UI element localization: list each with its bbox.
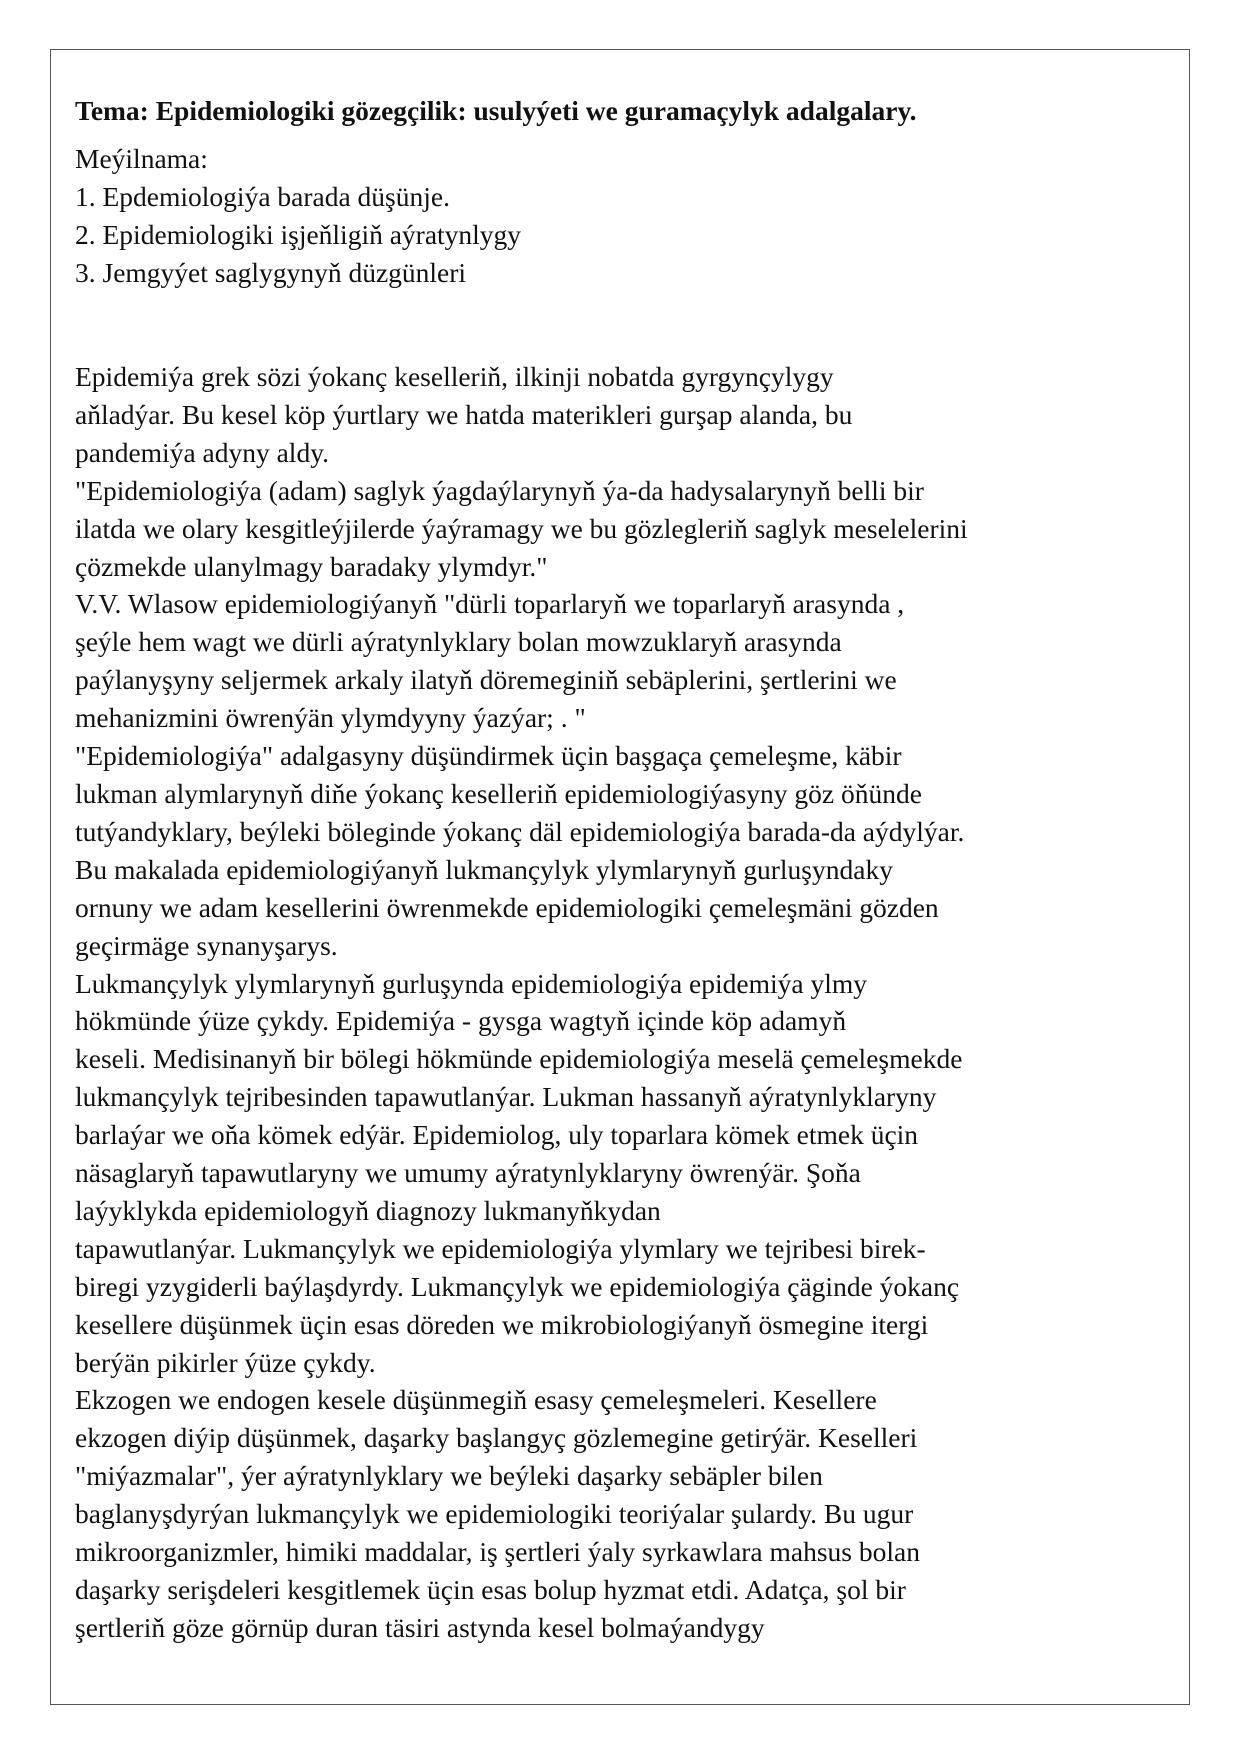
body-line: "miýazmalar", ýer aýratynlyklary we beýleki daşarky sebäpler bilen — [75, 1460, 823, 1492]
body-line: ekzogen diýip düşünmek, daşarky başlangyç gözlemegine getirýär. Keselleri — [75, 1422, 918, 1454]
body-line: tutýandyklary, beýleki böleginde ýokanç däl epidemiologiýa barada-da aýdylýar. — [75, 815, 965, 847]
body-line: baglanyşdyrýan lukmançylyk we epidemiologiki teoriýalar şulardy. Bu ugur — [75, 1498, 914, 1530]
body-line: şeýle hem wagt we dürli aýratynlyklary bolan mowzuklaryň arasynda — [75, 626, 842, 658]
body-line: laýyklykda epidemiologyň diagnozy lukmanyňkydan — [75, 1194, 661, 1226]
body-line: Bu makalada epidemiologiýanyň lukmançylyk ylymlarynyň gurluşyndaky — [75, 853, 893, 885]
body-line: lukmançylyk tejribesinden tapawutlanýar. Lukman hassanyň aýratynlyklaryny — [75, 1081, 937, 1113]
body-line: hökmünde ýüze çykdy. Epidemiýa - gysga wagtyň içinde köp adamyň — [75, 1005, 847, 1037]
body-line: daşarky serişdeleri kesgitlemek üçin esas bolup hyzmat etdi. Adatça, şol bir — [75, 1574, 906, 1605]
body-line: berýän pikirler ýüze çykdy. — [75, 1346, 376, 1378]
body-line: keseli. Medisinanyň bir bölegi hökmünde epidemiologiýa meselä çemeleşmekde — [75, 1043, 963, 1075]
body-line: barlaýar we oňa kömek edýär. Epidemiolog, uly toparlara kömek etmek üçin — [75, 1119, 919, 1151]
body-line: aňladýar. Bu kesel köp ýurtlary we hatda materikleri gurşap alanda, bu — [75, 398, 853, 430]
body-line: tapawutlanýar. Lukmançylyk we epidemiologiýa ylymlary we tejribesi birek- — [75, 1232, 926, 1264]
body-line: "Epidemiologiýa (adam) saglyk ýagdaýlarynyň ýa-da hadysalarynyň belli bir — [75, 474, 924, 506]
body-line: ornuny we adam kesellerini öwrenmekde epidemiologiki çemeleşmäni gözden — [75, 891, 939, 923]
body-line: Ekzogen we endogen kesele düşünmegiň esasy çemeleşmeleri. Kesellere — [75, 1384, 877, 1416]
body-line: biregi yzygiderli baýlaşdyrdy. Lukmançylyk we epidemiologiýa çäginde ýokanç — [75, 1270, 960, 1302]
plan-item: 2. Epidemiologiki işjeňligiň aýratynlygy — [75, 219, 522, 250]
body-line: kesellere düşünmek üçin esas döreden we mikrobiologiýanyň ösmegine itergi — [75, 1308, 929, 1340]
body-line: mehanizmini öwrenýän ylymdyyny ýazýar; . " — [75, 702, 586, 734]
body-line: şertleriň göze görnüp duran täsiri astynda kesel bolmaýandygy — [75, 1611, 765, 1643]
body-text — [75, 358, 1175, 1647]
body-line: Lukmançylyk ylymlarynyň gurluşynda epidemiologiýa epidemiýa ylmy — [75, 967, 867, 999]
body-line: näsaglaryň tapawutlaryny we umumy aýratynlyklaryny öwrenýär. Şoňa — [75, 1157, 861, 1189]
body-line: pandemiýa adyny aldy. — [75, 436, 330, 468]
plan-item: 3. Jemgyýet saglygynyň düzgünleri — [75, 257, 467, 288]
plan-item: 1. Epdemiologiýa barada düşünje. — [75, 181, 450, 212]
body-line: "Epidemiologiýa" adalgasyny düşündirmek üçin başgaça çemeleşme, käbir — [75, 740, 902, 772]
plan-heading: Meýilnama: — [75, 143, 208, 174]
document-content — [75, 92, 1175, 1647]
body-line: çözmekde ulanylmagy baradaky ylymdyr." — [75, 550, 548, 582]
section-gap — [75, 292, 1175, 358]
body-line: ilatda we olary kesgitleýjilerde ýaýramagy we bu gözlegleriň saglyk meselelerini — [75, 512, 968, 544]
body-line: Epidemiýa grek sözi ýokanç keselleriň, ilkinji nobatda gyrgynçylygy — [75, 361, 834, 392]
plan-section — [75, 140, 1175, 292]
document-title: Tema: Epidemiologiki gözegçilik: usulyýeti we guramaçylyk adalgalary. — [75, 95, 917, 126]
body-line: V.V. Wlasow epidemiologiýanyň "dürli toparlaryň we toparlaryň arasynda , — [75, 588, 905, 620]
body-line: paýlanyşyny seljermek arkaly ilatyň döremeginiň sebäplerini, şertlerini we — [75, 664, 897, 696]
body-line: lukman alymlarynyň diňe ýokanç keselleriň epidemiologiýasyny göz öňünde — [75, 777, 922, 809]
body-line: mikroorganizmler, himiki maddalar, iş şertleri ýaly syrkawlara mahsus bolan — [75, 1536, 920, 1568]
body-line: geçirmäge synanyşarys. — [75, 929, 338, 961]
